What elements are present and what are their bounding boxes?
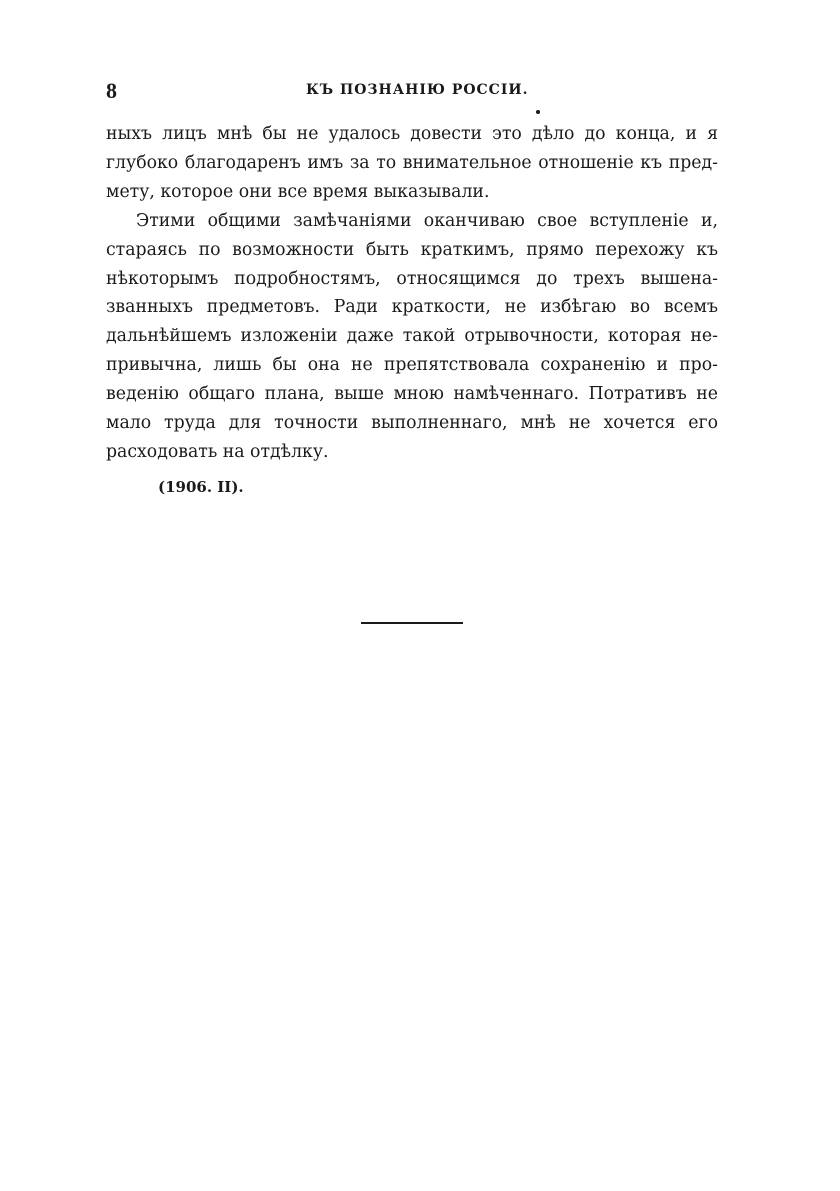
print-speck [536,110,540,114]
text-line: мету, которое они все время выказывали. [106,181,490,202]
text-line: стараясь по возможности быть краткимъ, прямо перехожу къ [106,239,718,260]
text-line: ныхъ лицъ мнѣ бы не удалось довести это дѣло до конца, и я [106,124,718,144]
paragraph-2 [106,207,718,467]
text-line: Этими общими замѣчаніями оканчиваю свое вступленіе и, [136,210,718,231]
text-line: привычна, лишь бы она не препятствовала сохраненію и про- [106,355,718,376]
page-number: 8 [106,78,117,103]
text-line: веденію общаго плана, выше мною намѣченнаго. Потративъ не [106,384,718,405]
text-line: расходовать на отдѣлку. [106,441,329,462]
text-line: мало труда для точности выполненнаго, мнѣ не хочется его [106,413,718,434]
text-line: нѣкоторымъ подробностямъ, относящимся до трехъ вышена- [106,268,718,289]
date-mark: (1906. II). [158,478,244,496]
text-line: глубоко благодаренъ имъ за то внимательное отношеніе къ пред- [106,152,718,173]
body-text [106,120,718,467]
text-line: дальнѣйшемъ изложеніи даже такой отрывочности, которая не- [106,326,718,347]
running-title: КЪ ПОЗНАНІЮ РОССІИ. [306,82,529,98]
running-head [106,78,716,108]
section-separator-rule [361,622,463,624]
paragraph-1 [106,120,718,207]
text-line: званныхъ предметовъ. Ради краткости, не избѣгаю во всемъ [106,297,718,318]
